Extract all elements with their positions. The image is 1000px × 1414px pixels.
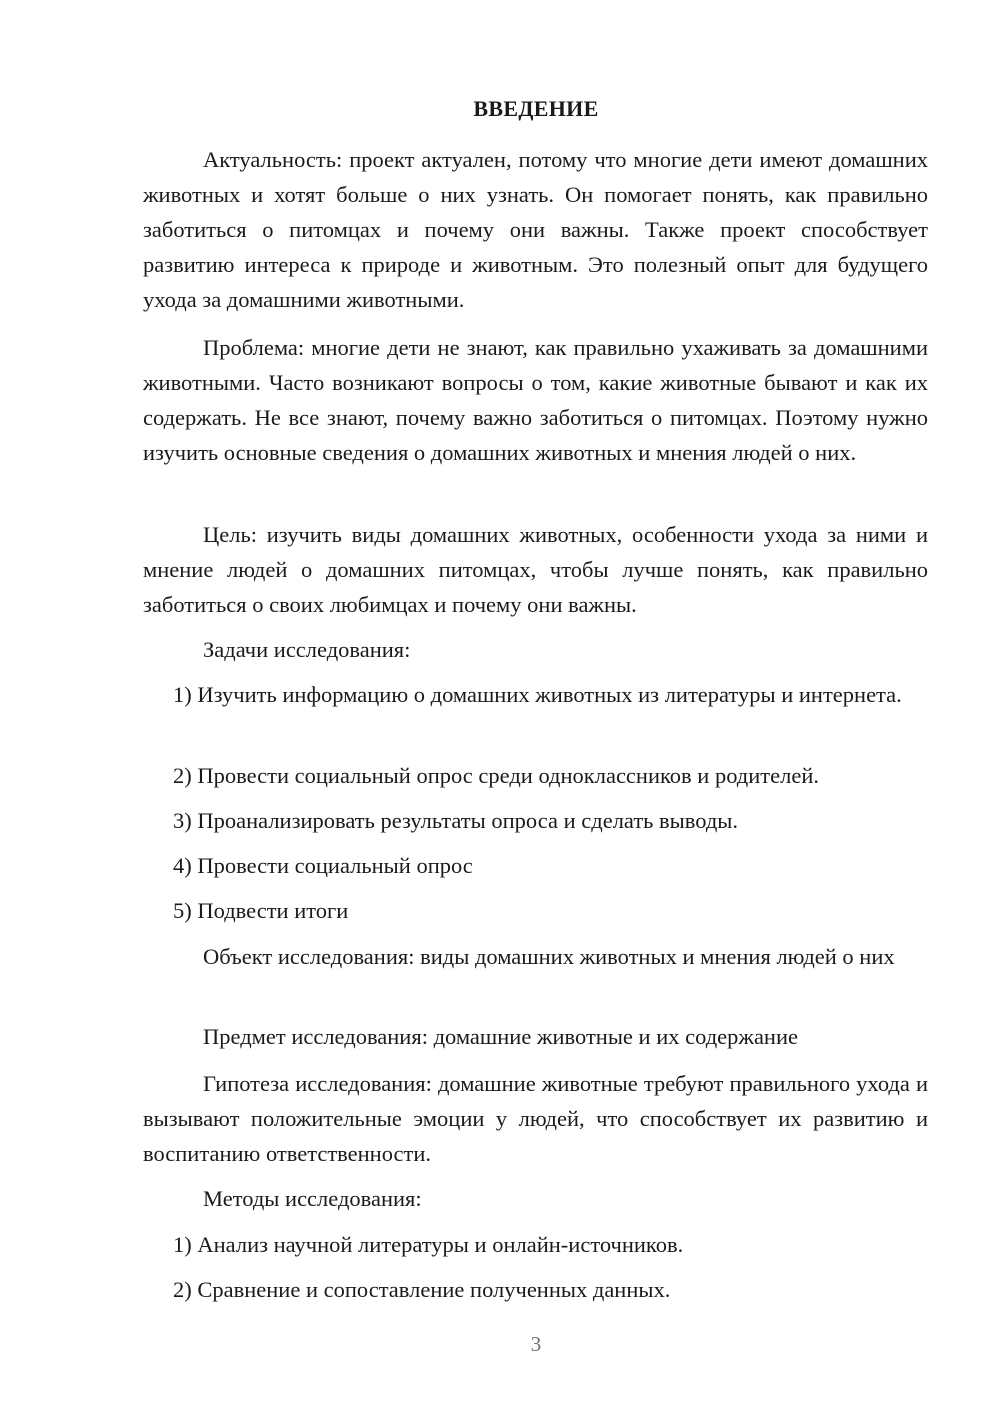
- page-number: 3: [530, 1332, 542, 1356]
- task-item-2: 2) Провести социальный опрос среди одноклассников и родителей.: [173, 763, 819, 788]
- task-item-5: 5) Подвести итоги: [173, 898, 349, 923]
- tasks-heading: Задачи исследования:: [203, 637, 411, 662]
- goal-paragraph: Цель: изучить виды домашних животных, особенности ухода за ними и мнение людей о домашних питомцах, чтобы лучше понять, как правильно заботиться о своих любимцах и почему они важны.: [143, 522, 928, 617]
- task-item-4: 4) Провести социальный опрос: [173, 853, 473, 878]
- hypothesis-paragraph: Гипотеза исследования: домашние животные требуют правильного ухода и вызывают положительные эмоции у людей, что способствует их развитию и воспитанию ответственности.: [143, 1071, 928, 1166]
- method-item-2: 2) Сравнение и сопоставление полученных данных.: [173, 1277, 671, 1302]
- actuality-paragraph: Актуальность: проект актуален, потому что многие дети имеют домашних животных и хотят больше о них узнать. Он помогает понять, как правильно заботиться о питомцах и почему они важны. Также проект способствует развитию интереса к природе и животным. Это полезный опыт для будущего ухода за домашними животными.: [143, 147, 928, 312]
- problem-paragraph: Проблема: многие дети не знают, как правильно ухаживать за домашними животными. Часто возникают вопросы о том, какие животные бывают и как их содержать. Не все знают, почему важно заботиться о питомцах. Поэтому нужно изучить основные сведения о домашних животных и мнения людей о них.: [143, 335, 928, 465]
- task-item-1: 1) Изучить информацию о домашних животных из литературы и интернета.: [173, 682, 902, 707]
- subject-paragraph: Предмет исследования: домашние животные и их содержание: [203, 1024, 798, 1049]
- method-item-1: 1) Анализ научной литературы и онлайн-источников.: [173, 1232, 684, 1257]
- task-item-3: 3) Проанализировать результаты опроса и сделать выводы.: [173, 808, 739, 833]
- page-title: ВВЕДЕНИЕ: [473, 96, 599, 121]
- methods-heading: Методы исследования:: [203, 1186, 422, 1211]
- object-paragraph: Объект исследования: виды домашних животных и мнения людей о них: [203, 944, 895, 969]
